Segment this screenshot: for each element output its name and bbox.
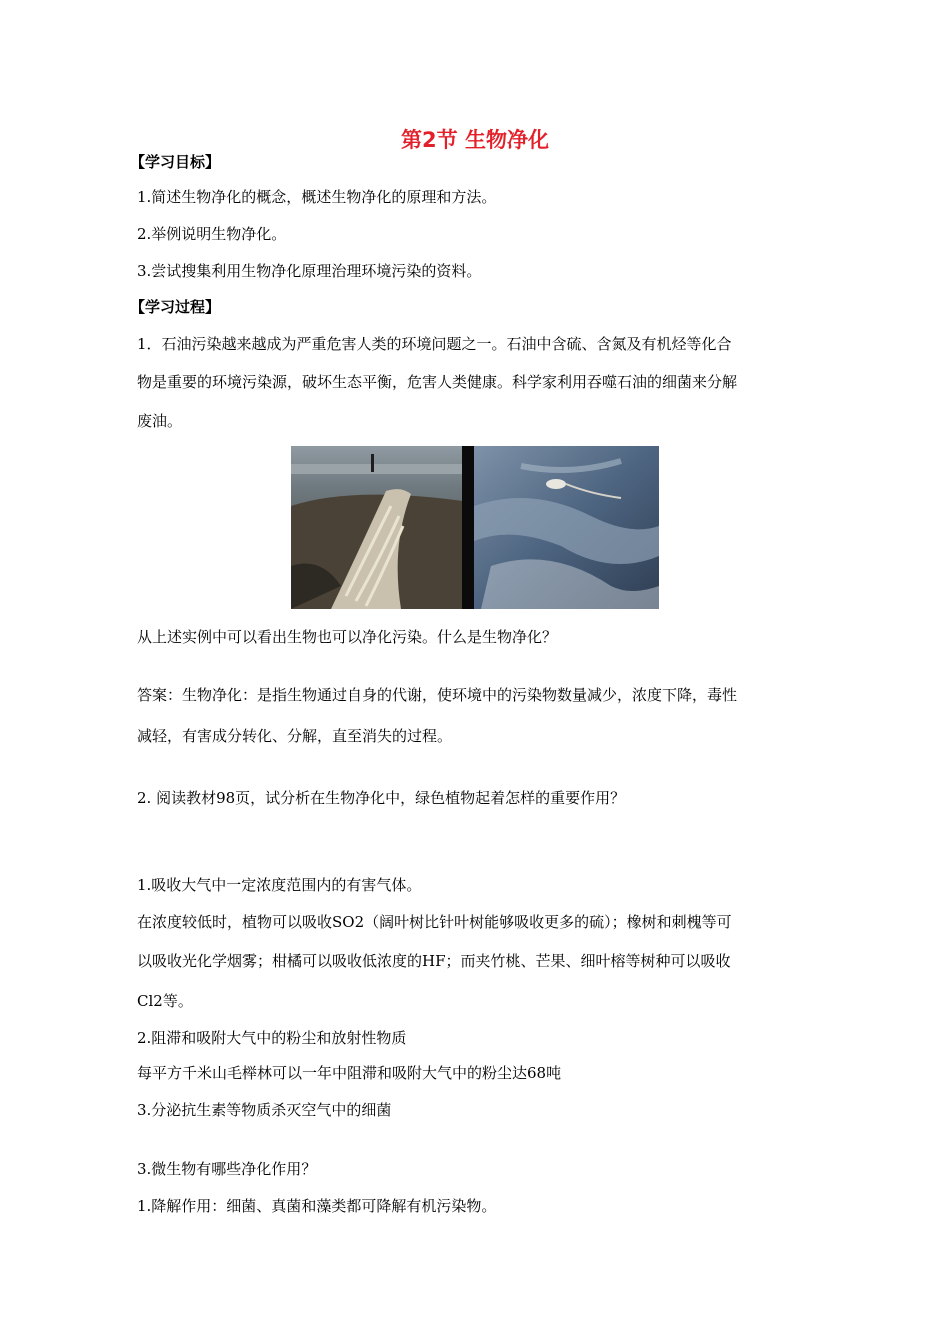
- paragraph-line: 在浓度较低时，植物可以吸收SO2（阔叶树比针叶树能够吸收更多的硫）；橡树和刺槐等可: [137, 913, 732, 931]
- paragraph-line: 每平方千米山毛榉林可以一年中阻滞和吸附大气中的粉尘达68吨: [137, 1064, 562, 1082]
- paragraph-line: Cl2等。: [137, 992, 193, 1010]
- paragraph-line: 1．石油污染越来越成为严重危害人类的环境问题之一。石油中含硫、含氮及有机烃等化合: [137, 335, 732, 353]
- paragraph-line: 物是重要的环境污染源，破坏生态平衡，危害人类健康。科学家利用吞噬石油的细菌来分解: [137, 373, 738, 391]
- process-header: 【学习过程】: [130, 298, 221, 316]
- paragraph-line: 废油。: [137, 412, 183, 430]
- question-line: 3.微生物有哪些净化作用？: [137, 1160, 317, 1178]
- objectives-header: 【学习目标】: [130, 153, 221, 171]
- oil-pollution-photo: [291, 446, 659, 609]
- answer-line: 减轻，有害成分转化、分解，直至消失的过程。: [137, 727, 453, 745]
- dead-fish-shore-image: [291, 446, 474, 609]
- question-line: 从上述实例中可以看出生物也可以净化污染。什么是生物净化？: [137, 628, 558, 646]
- objective-item: 3.尝试搜集利用生物净化原理治理环境污染的资料。: [137, 262, 482, 280]
- paragraph-line: 以吸收光化学烟雾；柑橘可以吸收低浓度的HF；而夹竹桃、芒果、细叶榕等树种可以吸收: [137, 952, 731, 970]
- objective-item: 2.举例说明生物净化。: [137, 225, 287, 243]
- answer-line: 答案：生物净化：是指生物通过自身的代谢，使环境中的污染物数量减少，浓度下降，毒性: [137, 686, 738, 704]
- question-line: 2. 阅读教材98页，试分析在生物净化中，绿色植物起着怎样的重要作用？: [137, 789, 626, 807]
- objective-item: 1.简述生物净化的概念，概述生物净化的原理和方法。: [137, 188, 497, 206]
- page-title: 第2节 生物净化: [401, 128, 549, 152]
- paragraph-line: 1.降解作用：细菌、真菌和藻类都可降解有机污染物。: [137, 1197, 497, 1215]
- plant-role-title: 3.分泌抗生素等物质杀灭空气中的细菌: [137, 1101, 392, 1119]
- plant-role-title: 2.阻滞和吸附大气中的粉尘和放射性物质: [137, 1029, 407, 1047]
- oil-slick-image: [474, 446, 659, 609]
- plant-role-title: 1.吸收大气中一定浓度范围内的有害气体。: [137, 876, 422, 894]
